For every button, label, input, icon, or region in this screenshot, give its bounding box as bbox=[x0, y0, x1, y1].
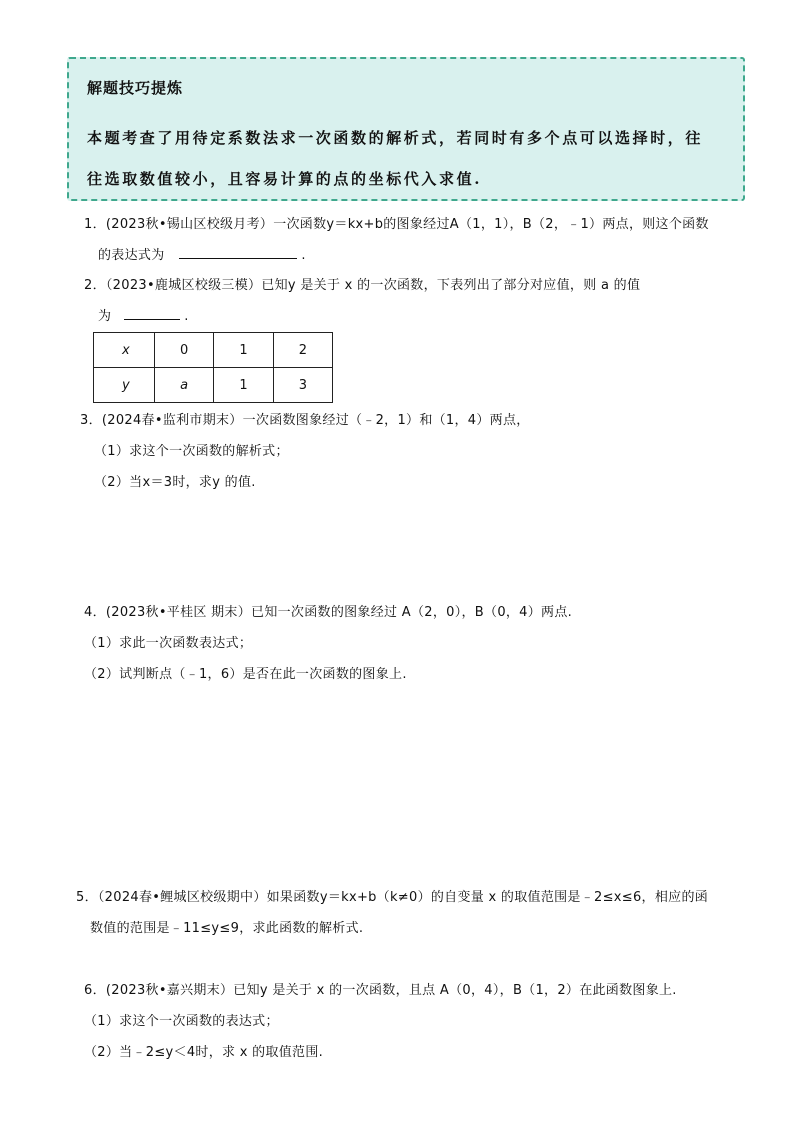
table-row bbox=[94, 368, 333, 403]
question-6-part-2: （2）当﹣2≤y＜4时，求 x 的取值范围. bbox=[84, 1045, 324, 1060]
question-4 bbox=[84, 597, 724, 690]
question-1-answer-line bbox=[84, 240, 724, 271]
question-1-prefix: 的表达式为 bbox=[98, 248, 165, 263]
question-1-text: 1．(2023秋•锡山区校级月考）一次函数y＝kx+b的图象经过A（1，1），B（2，﹣1）两点，则这个函数 bbox=[84, 217, 709, 232]
question-5 bbox=[76, 882, 736, 944]
tip-box bbox=[67, 57, 745, 201]
question-1-suffix: . bbox=[301, 248, 306, 263]
question-3-part-1: （1）求这个一次函数的解析式； bbox=[94, 444, 289, 459]
table-cell: a bbox=[155, 368, 214, 403]
question-3-text: 3．(2024春•监利市期末）一次函数图象经过（﹣2，1）和（1，4）两点， bbox=[80, 413, 530, 428]
question-5-text-2: 数值的范围是﹣11≤y≤9，求此函数的解析式. bbox=[90, 921, 364, 936]
question-4-part-1: （1）求此一次函数表达式； bbox=[84, 636, 253, 651]
table-cell: 3 bbox=[273, 368, 332, 403]
table-cell: 1 bbox=[214, 333, 273, 368]
tip-line-2: 往选取数值较小，且容易计算的点的坐标代入求值. bbox=[87, 170, 483, 188]
question-3-part-2: （2）当x＝3时，求y 的值. bbox=[94, 475, 256, 490]
question-2-suffix: . bbox=[184, 309, 189, 324]
value-table bbox=[93, 332, 333, 403]
question-2-blank[interactable] bbox=[124, 305, 180, 320]
question-2-prefix: 为 bbox=[98, 309, 112, 324]
question-6-text: 6．(2023秋•嘉兴期末）已知y 是关于 x 的一次函数，且点 A（0，4），B（1，2）在此函数图象上. bbox=[84, 983, 677, 998]
table-cell: 2 bbox=[273, 333, 332, 368]
tip-line-1: 本题考查了用待定系数法求一次函数的解析式，若同时有多个点可以选择时，往 bbox=[87, 129, 704, 147]
question-4-part-2: （2）试判断点（﹣1，6）是否在此一次函数的图象上. bbox=[84, 667, 407, 682]
question-6-part-1: （1）求这个一次函数的表达式； bbox=[84, 1014, 279, 1029]
table-cell: 1 bbox=[214, 368, 273, 403]
table-cell: 0 bbox=[155, 333, 214, 368]
question-2-text: 2．（2023•鹿城区校级三模）已知y 是关于 x 的一次函数，下表列出了部分对应值，则 a 的值 bbox=[84, 278, 641, 293]
tip-body bbox=[87, 118, 725, 200]
question-1 bbox=[84, 209, 724, 271]
question-3 bbox=[80, 405, 720, 498]
table-row bbox=[94, 333, 333, 368]
question-4-text: 4．(2023秋•平桂区 期末）已知一次函数的图象经过 A（2，0），B（0，4）两点. bbox=[84, 605, 573, 620]
table-cell: y bbox=[94, 368, 155, 403]
question-6 bbox=[84, 975, 724, 1068]
question-5-text: 5．（2024春•鲤城区校级期中）如果函数y＝kx+b（k≠0）的自变量 x 的取值范围是﹣2≤x≤6，相应的函 bbox=[76, 890, 709, 905]
question-2-answer-line bbox=[84, 301, 724, 332]
question-2 bbox=[84, 270, 724, 332]
table-cell: x bbox=[94, 333, 155, 368]
question-1-blank[interactable] bbox=[179, 244, 297, 259]
tip-title: 解题技巧提炼 bbox=[87, 79, 184, 97]
